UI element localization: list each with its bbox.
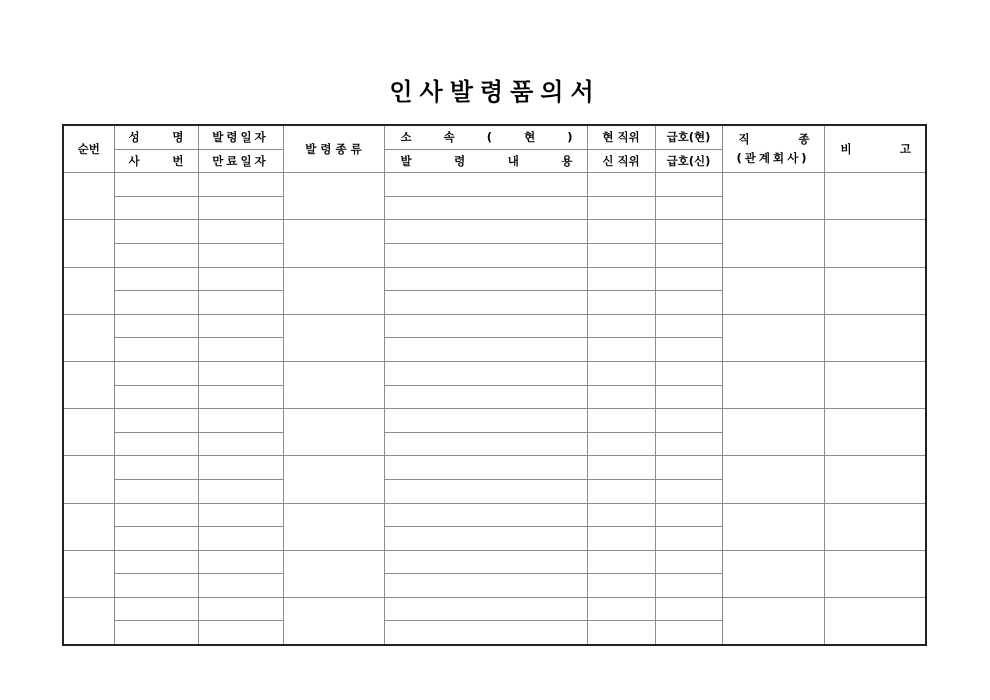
table-row — [63, 314, 926, 338]
job-type-cell[interactable] — [722, 456, 824, 503]
position-new-cell[interactable] — [587, 621, 655, 645]
grade-new-cell[interactable] — [655, 574, 722, 598]
job-type-cell[interactable] — [722, 220, 824, 267]
issue-date-cell[interactable] — [198, 597, 283, 621]
expire-date-cell[interactable] — [198, 243, 283, 267]
expire-date-cell[interactable] — [198, 621, 283, 645]
grade-current-cell[interactable] — [655, 267, 722, 291]
employee-number-cell[interactable] — [114, 621, 198, 645]
order-content-cell[interactable] — [384, 574, 587, 598]
name-cell[interactable] — [114, 267, 198, 291]
table-row — [63, 267, 926, 291]
issue-date-cell[interactable] — [198, 220, 283, 244]
position-current-cell[interactable] — [587, 597, 655, 621]
seq-cell[interactable] — [63, 503, 114, 550]
employee-number-cell[interactable] — [114, 385, 198, 409]
order-content-cell[interactable] — [384, 479, 587, 503]
position-new-cell[interactable] — [587, 527, 655, 551]
position-current-cell[interactable] — [587, 456, 655, 480]
remarks-cell[interactable] — [824, 314, 926, 361]
remarks-cell[interactable] — [824, 220, 926, 267]
remarks-cell[interactable] — [824, 456, 926, 503]
dept-current-cell[interactable] — [384, 314, 587, 338]
table-row — [63, 361, 926, 385]
remarks-cell[interactable] — [824, 361, 926, 408]
header-order-content: 발 령 내 용 — [384, 149, 587, 173]
order-type-cell[interactable] — [283, 173, 384, 220]
position-current-cell[interactable] — [587, 314, 655, 338]
order-type-cell[interactable] — [283, 361, 384, 408]
order-content-cell[interactable] — [384, 621, 587, 645]
employee-number-cell[interactable] — [114, 479, 198, 503]
header-job-type: 직 종 (관계회사) — [722, 125, 824, 173]
remarks-cell[interactable] — [824, 173, 926, 220]
employee-number-cell[interactable] — [114, 527, 198, 551]
dept-current-cell[interactable] — [384, 267, 587, 291]
employee-number-cell[interactable] — [114, 243, 198, 267]
position-new-cell[interactable] — [587, 385, 655, 409]
page-title: 인사발령품의서 — [389, 78, 601, 106]
dept-current-cell[interactable] — [384, 409, 587, 433]
name-cell[interactable] — [114, 314, 198, 338]
seq-cell[interactable] — [63, 173, 114, 220]
grade-new-cell[interactable] — [655, 291, 722, 315]
expire-date-cell[interactable] — [198, 479, 283, 503]
grade-new-cell[interactable] — [655, 479, 722, 503]
name-cell[interactable] — [114, 597, 198, 621]
table-row — [63, 456, 926, 480]
grade-new-cell[interactable] — [655, 338, 722, 362]
header-name: 성 명 — [114, 125, 198, 149]
grade-current-cell[interactable] — [655, 597, 722, 621]
name-cell[interactable] — [114, 503, 198, 527]
seq-cell[interactable] — [63, 314, 114, 361]
seq-cell[interactable] — [63, 220, 114, 267]
position-current-cell[interactable] — [587, 220, 655, 244]
seq-cell[interactable] — [63, 361, 114, 408]
name-cell[interactable] — [114, 456, 198, 480]
grade-current-cell[interactable] — [655, 503, 722, 527]
table-row — [63, 597, 926, 621]
dept-current-cell[interactable] — [384, 361, 587, 385]
issue-date-cell[interactable] — [198, 409, 283, 433]
order-type-cell[interactable] — [283, 597, 384, 645]
grade-current-cell[interactable] — [655, 456, 722, 480]
grade-current-cell[interactable] — [655, 220, 722, 244]
order-type-cell[interactable] — [283, 267, 384, 314]
header-position-current: 현 직위 — [587, 125, 655, 149]
position-new-cell[interactable] — [587, 432, 655, 456]
header-dept-current: 소 속 ( 현 ) — [384, 125, 587, 149]
name-cell[interactable] — [114, 173, 198, 197]
employee-number-cell[interactable] — [114, 291, 198, 315]
position-new-cell[interactable] — [587, 196, 655, 220]
expire-date-cell[interactable] — [198, 338, 283, 362]
order-content-cell[interactable] — [384, 527, 587, 551]
job-type-cell[interactable] — [722, 550, 824, 597]
order-type-cell[interactable] — [283, 503, 384, 550]
dept-current-cell[interactable] — [384, 597, 587, 621]
employee-number-cell[interactable] — [114, 574, 198, 598]
grade-new-cell[interactable] — [655, 527, 722, 551]
order-content-cell[interactable] — [384, 385, 587, 409]
issue-date-cell[interactable] — [198, 267, 283, 291]
position-current-cell[interactable] — [587, 409, 655, 433]
expire-date-cell[interactable] — [198, 527, 283, 551]
job-type-cell[interactable] — [722, 267, 824, 314]
position-current-cell[interactable] — [587, 361, 655, 385]
position-new-cell[interactable] — [587, 338, 655, 362]
issue-date-cell[interactable] — [198, 173, 283, 197]
order-type-cell[interactable] — [283, 314, 384, 361]
grade-new-cell[interactable] — [655, 385, 722, 409]
issue-date-cell[interactable] — [198, 361, 283, 385]
position-current-cell[interactable] — [587, 550, 655, 574]
employee-number-cell[interactable] — [114, 338, 198, 362]
order-content-cell[interactable] — [384, 338, 587, 362]
grade-current-cell[interactable] — [655, 409, 722, 433]
header-remarks: 비 고 — [824, 125, 926, 173]
expire-date-cell[interactable] — [198, 291, 283, 315]
header-issue-date: 발령일자 — [198, 125, 283, 149]
issue-date-cell[interactable] — [198, 456, 283, 480]
dept-current-cell[interactable] — [384, 503, 587, 527]
dept-current-cell[interactable] — [384, 173, 587, 197]
table-row — [63, 220, 926, 244]
position-new-cell[interactable] — [587, 479, 655, 503]
issue-date-cell[interactable] — [198, 503, 283, 527]
seq-cell[interactable] — [63, 550, 114, 597]
header-seq: 순번 — [63, 125, 114, 173]
name-cell[interactable] — [114, 220, 198, 244]
header-grade-new: 급호(신) — [655, 149, 722, 173]
header-position-new: 신 직위 — [587, 149, 655, 173]
seq-cell[interactable] — [63, 597, 114, 645]
dept-current-cell[interactable] — [384, 456, 587, 480]
position-new-cell[interactable] — [587, 243, 655, 267]
dept-current-cell[interactable] — [384, 220, 587, 244]
position-current-cell[interactable] — [587, 173, 655, 197]
job-type-cell[interactable] — [722, 409, 824, 456]
seq-cell[interactable] — [63, 456, 114, 503]
header-order-type: 발 령 종 류 — [283, 125, 384, 173]
header-employee-number: 사 번 — [114, 149, 198, 173]
job-type-cell[interactable] — [722, 597, 824, 645]
name-cell[interactable] — [114, 361, 198, 385]
seq-cell[interactable] — [63, 409, 114, 456]
position-new-cell[interactable] — [587, 291, 655, 315]
grade-current-cell[interactable] — [655, 361, 722, 385]
remarks-cell[interactable] — [824, 550, 926, 597]
remarks-cell[interactable] — [824, 267, 926, 314]
employee-number-cell[interactable] — [114, 196, 198, 220]
grade-current-cell[interactable] — [655, 550, 722, 574]
grade-current-cell[interactable] — [655, 173, 722, 197]
job-type-cell[interactable] — [722, 314, 824, 361]
name-cell[interactable] — [114, 409, 198, 433]
order-type-cell[interactable] — [283, 550, 384, 597]
job-type-cell[interactable] — [722, 503, 824, 550]
header-grade-current: 급호(현) — [655, 125, 722, 149]
table-row — [63, 173, 926, 197]
job-type-cell[interactable] — [722, 361, 824, 408]
issue-date-cell[interactable] — [198, 550, 283, 574]
grade-new-cell[interactable] — [655, 243, 722, 267]
order-content-cell[interactable] — [384, 243, 587, 267]
name-cell[interactable] — [114, 550, 198, 574]
grade-current-cell[interactable] — [655, 314, 722, 338]
remarks-cell[interactable] — [824, 409, 926, 456]
issue-date-cell[interactable] — [198, 314, 283, 338]
expire-date-cell[interactable] — [198, 574, 283, 598]
seq-cell[interactable] — [63, 267, 114, 314]
position-current-cell[interactable] — [587, 503, 655, 527]
expire-date-cell[interactable] — [198, 385, 283, 409]
position-new-cell[interactable] — [587, 574, 655, 598]
order-content-cell[interactable] — [384, 432, 587, 456]
grade-new-cell[interactable] — [655, 621, 722, 645]
table-row — [63, 409, 926, 433]
expire-date-cell[interactable] — [198, 432, 283, 456]
expire-date-cell[interactable] — [198, 196, 283, 220]
grade-new-cell[interactable] — [655, 432, 722, 456]
grade-new-cell[interactable] — [655, 196, 722, 220]
employee-number-cell[interactable] — [114, 432, 198, 456]
order-type-cell[interactable] — [283, 220, 384, 267]
dept-current-cell[interactable] — [384, 550, 587, 574]
remarks-cell[interactable] — [824, 503, 926, 550]
personnel-order-table — [62, 124, 927, 646]
table-row — [63, 550, 926, 574]
header-expire-date: 만료일자 — [198, 149, 283, 173]
job-type-cell[interactable] — [722, 173, 824, 220]
remarks-cell[interactable] — [824, 597, 926, 645]
table-row — [63, 503, 926, 527]
position-current-cell[interactable] — [587, 267, 655, 291]
order-type-cell[interactable] — [283, 456, 384, 503]
order-content-cell[interactable] — [384, 291, 587, 315]
order-type-cell[interactable] — [283, 409, 384, 456]
order-content-cell[interactable] — [384, 196, 587, 220]
entry-rows — [63, 173, 926, 645]
